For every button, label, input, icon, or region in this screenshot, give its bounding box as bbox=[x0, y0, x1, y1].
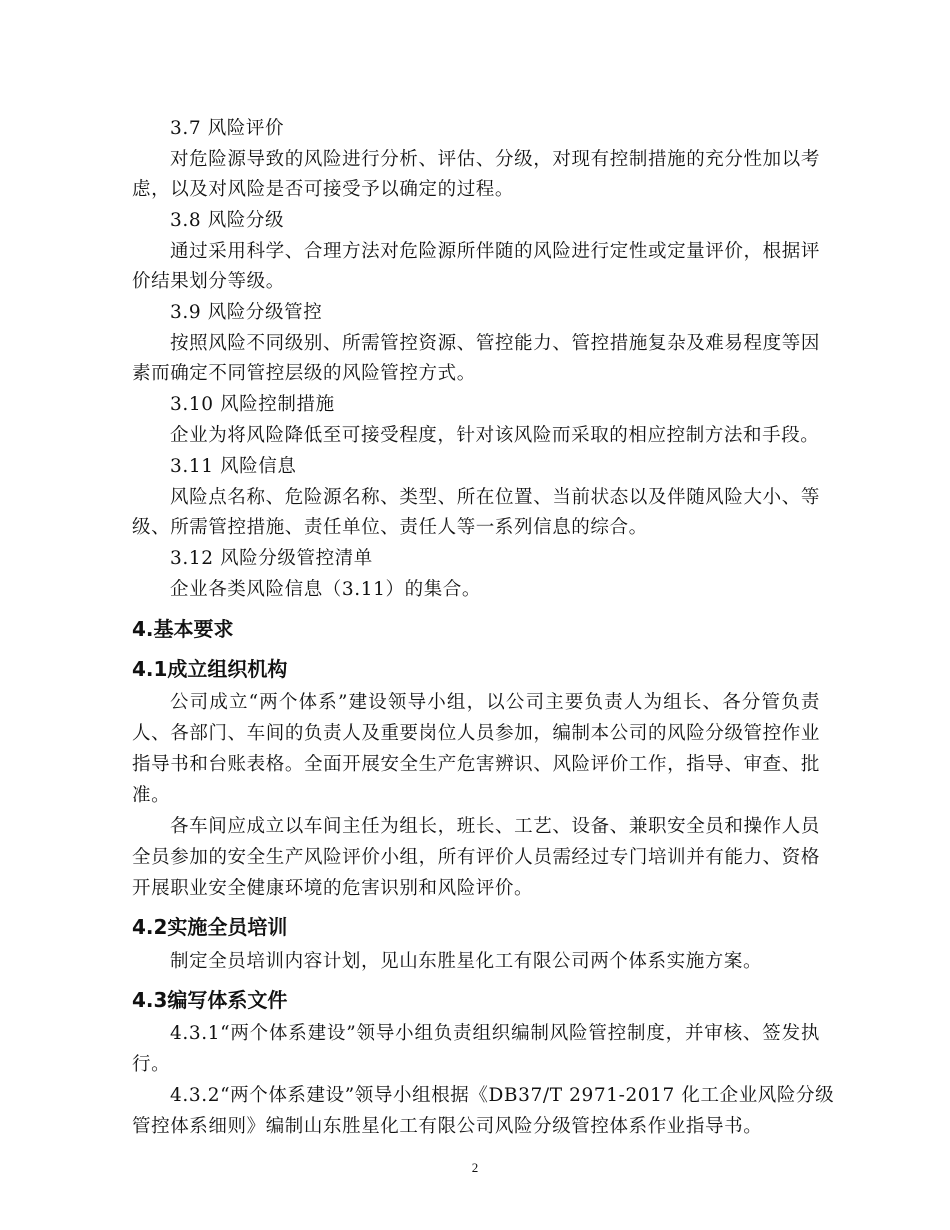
heading-4-3: 4.3编写体系文件 bbox=[132, 988, 288, 1012]
section-4-3-2-line-1: 4.3.2“两个体系建设”领导小组根据《DB37/T 2971-2017 化工企业风险分级 bbox=[170, 1085, 835, 1106]
page-number: 2 bbox=[471, 1160, 479, 1175]
section-4-1-para-1-line-3: 指导书和台账表格。全面开展安全生产危害辨识、风险评价工作，指导、审查、批 bbox=[132, 754, 820, 775]
section-3-8-text-line-1: 通过采用科学、合理方法对危险源所伴随的风险进行定性或定量评价，根据评 bbox=[170, 241, 820, 262]
section-3-10-text-line-1: 企业为将风险降低至可接受程度，针对该风险而采取的相应控制方法和手段。 bbox=[170, 425, 820, 446]
section-4-1-para-2-line-3: 开展职业安全健康环境的危害识别和风险评价。 bbox=[132, 878, 534, 899]
section-3-11-title: 3.11 风险信息 bbox=[170, 456, 297, 477]
section-3-8-text-line-2: 价结果划分等级。 bbox=[132, 271, 285, 292]
section-4-2-text-line-1: 制定全员培训内容计划，见山东胜星化工有限公司两个体系实施方案。 bbox=[170, 951, 763, 972]
section-3-12-text-line-1: 企业各类风险信息（3.11）的集合。 bbox=[170, 579, 481, 600]
section-3-12-title: 3.12 风险分级管控清单 bbox=[170, 548, 373, 569]
section-4-3-1-line-1: 4.3.1“两个体系建设”领导小组负责组织编制风险管控制度，并审核、签发执 bbox=[170, 1023, 820, 1044]
section-3-9-title: 3.9 风险分级管控 bbox=[170, 302, 323, 323]
section-4-3-2-line-2: 管控体系细则》编制山东胜星化工有限公司风险分级管控体系作业指导书。 bbox=[132, 1116, 763, 1137]
section-4-1-para-2-line-1: 各车间应成立以车间主任为组长，班长、工艺、设备、兼职安全员和操作人员 bbox=[170, 816, 820, 837]
section-3-7-title: 3.7 风险评价 bbox=[170, 118, 285, 139]
section-3-7-text-line-1: 对危险源导致的风险进行分析、评估、分级，对现有控制措施的充分性加以考 bbox=[170, 149, 820, 170]
section-3-10-title: 3.10 风险控制措施 bbox=[170, 394, 335, 415]
section-4-3-1-line-2: 行。 bbox=[132, 1054, 171, 1075]
section-3-9-text-line-2: 素而确定不同管控层级的风险管控方式。 bbox=[132, 363, 476, 384]
section-3-11-text-line-2: 级、所需管控措施、责任单位、责任人等一系列信息的综合。 bbox=[132, 517, 648, 538]
heading-4-1: 4.1成立组织机构 bbox=[132, 657, 288, 681]
heading-4-2: 4.2实施全员培训 bbox=[132, 915, 288, 939]
heading-4: 4.基本要求 bbox=[132, 617, 234, 641]
section-3-8-title: 3.8 风险分级 bbox=[170, 210, 285, 231]
section-3-9-text-line-1: 按照风险不同级别、所需管控资源、管控能力、管控措施复杂及难易程度等因 bbox=[170, 333, 820, 354]
section-4-1-para-2-line-2: 全员参加的安全生产风险评价小组，所有评价人员需经过专门培训并有能力、资格 bbox=[132, 847, 820, 868]
section-3-7-text-line-2: 虑，以及对风险是否可接受予以确定的过程。 bbox=[132, 179, 515, 200]
section-4-1-para-1-line-4: 准。 bbox=[132, 785, 171, 806]
section-3-11-text-line-1: 风险点名称、危险源名称、类型、所在位置、当前状态以及伴随风险大小、等 bbox=[170, 487, 820, 508]
section-4-1-para-1-line-2: 人、各部门、车间的负责人及重要岗位人员参加，编制本公司的风险分级管控作业 bbox=[132, 723, 820, 744]
section-4-1-para-1-line-1: 公司成立“两个体系”建设领导小组，以公司主要负责人为组长、各分管负责 bbox=[170, 692, 820, 713]
